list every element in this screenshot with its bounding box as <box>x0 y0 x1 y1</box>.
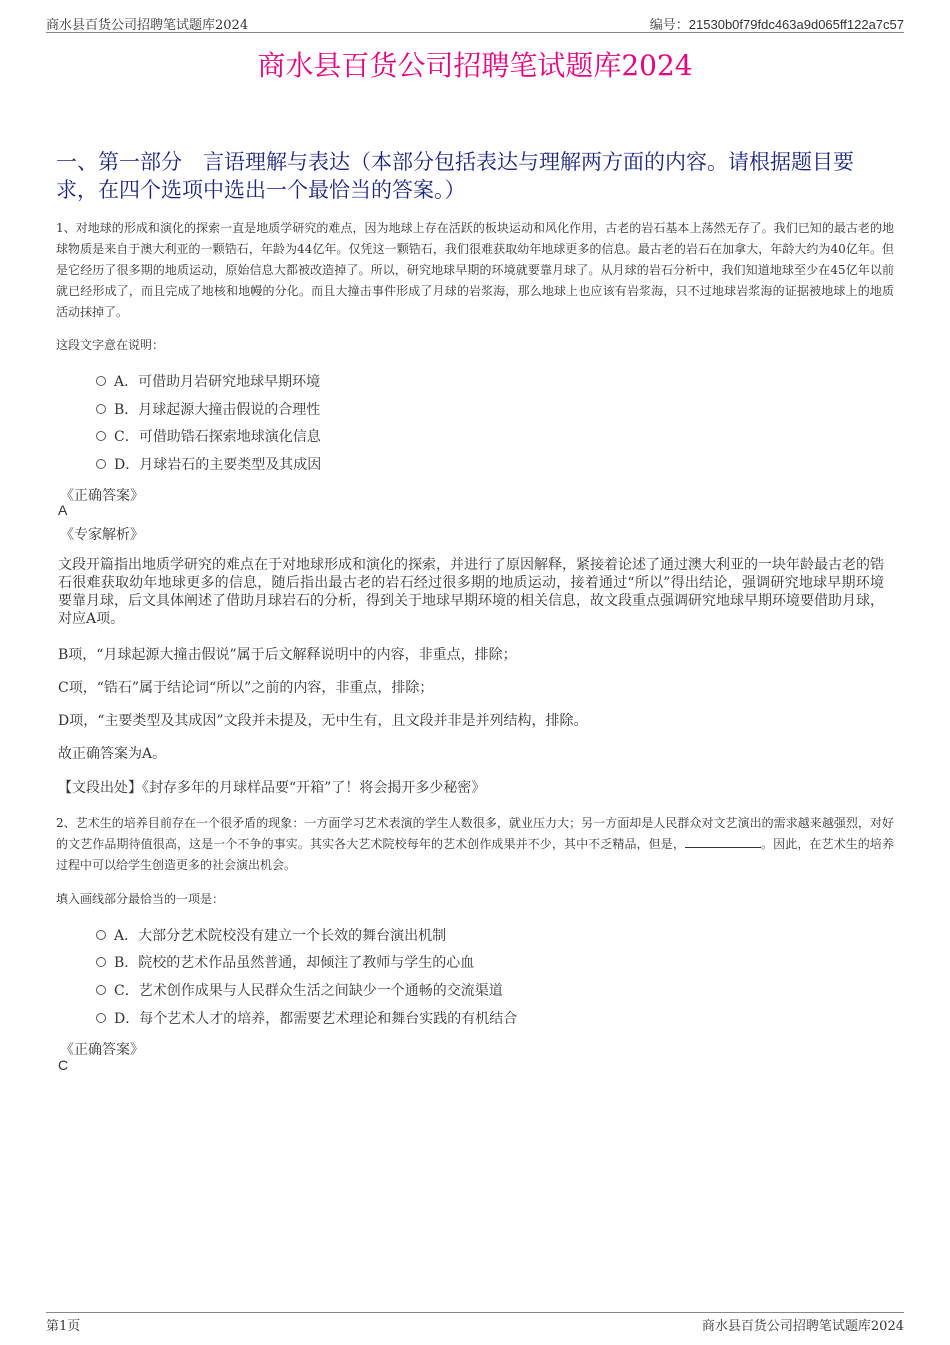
radio-icon[interactable] <box>96 431 106 441</box>
q1-analysis-d: D项，“主要类型及其成因”文段并未提及，无中生有，且文段并非是并列结构，排除。 <box>58 713 588 729</box>
q1-analysis-b: B项，“月球起源大撞击假说”属于后文解释说明中的内容，非重点，排除； <box>58 647 517 663</box>
q2-blank <box>685 835 761 848</box>
q1-prompt: 这段文字意在说明： <box>56 338 165 352</box>
q2-stem <box>56 813 894 876</box>
q1-option-d[interactable] <box>96 454 321 474</box>
q2-option-c-label: C．艺术创作成果与人民群众生活之间缺少一个通畅的交流渠道 <box>114 983 503 999</box>
q2-answer-label: 《正确答案》 <box>60 1042 144 1058</box>
section-heading: 一、第一部分 言语理解与表达（本部分包括表达与理解两方面的内容。请根据题目要求，在四个选项中选出一个最恰当的答案。） <box>56 150 854 202</box>
radio-icon[interactable] <box>96 1013 106 1023</box>
radio-icon[interactable] <box>96 459 106 469</box>
q1-option-b[interactable] <box>96 399 320 419</box>
q1-analysis-c: C项，“锆石”属于结论词“所以”之前的内容，非重点，排除； <box>58 680 434 696</box>
q1-option-a-label: A．可借助月岩研究地球早期环境 <box>114 374 321 390</box>
page-number: 第1页 <box>46 1319 81 1334</box>
q1-option-a[interactable] <box>96 371 320 391</box>
q2-option-d[interactable] <box>96 1008 517 1028</box>
q2-option-b-label: B．院校的艺术作品虽然普通，却倾注了教师与学生的心血 <box>114 955 475 971</box>
q1-analysis-conclusion: 故正确答案为A。 <box>58 746 167 762</box>
q2-option-d-label: D．每个艺术人才的培养，都需要艺术理论和舞台实践的有机结合 <box>114 1011 518 1027</box>
header-serial-label: 编号： <box>649 18 689 33</box>
q1-option-b-label: B．月球起源大撞击假说的合理性 <box>114 402 321 418</box>
q1-option-c[interactable] <box>96 426 321 446</box>
q1-stem: 1、对地球的形成和演化的探索一直是地质学研究的难点，因为地球上存在活跃的板块运动和风化作用，古老的岩石基本上荡然无存了。我们已知的最古老的地球物质是来自于澳大利亚的一颗锆石，年龄为44亿年。仅凭这一颗锆石，我们很难获取幼年地球更多的信息。最古老的岩石在加拿大，年龄大约为40亿年。但是它经历了很多期的地质运动，原始信息大都被改造掉了。所以，研究地球早期的环境就要靠月球了。从月球的岩石分析中，我们知道地球至少在45亿年以前就已经形成了，而且完成了地核和地幔的分化。而且大撞击事件形成了月球的岩浆海，那么地球上也应该有岩浆海，只不过地球岩浆海的证据被地球上的地质活动抹掉了。 <box>56 221 894 319</box>
radio-icon[interactable] <box>96 957 106 967</box>
q1-analysis-label: 《专家解析》 <box>60 527 144 543</box>
footer-doc-title: 商水县百货公司招聘笔试题库2024 <box>701 1319 904 1334</box>
q1-analysis-main: 文段开篇指出地质学研究的难点在于对地球形成和演化的探索，并进行了原因解释，紧接着论述了通过澳大利亚的一块年龄最古老的锆石很难获取幼年地球更多的信息，随后指出最古老的岩石经过很多期的地质运动，接着通过“所以”得出结论，强调研究地球早期环境要靠月球，后文具体阐述了借助月球岩石的分析，得到关于地球早期环境的相关信息，故文段重点强调研究地球早期环境要借助月球，对应A项。 <box>58 557 884 627</box>
q1-answer: A <box>58 502 68 518</box>
header-doc-title: 商水县百货公司招聘笔试题库2024 <box>46 18 249 33</box>
q2-option-a-label: A．大部分艺术院校没有建立一个长效的舞台演出机制 <box>114 928 447 944</box>
page-title: 商水县百货公司招聘笔试题库2024 <box>257 49 693 82</box>
q2-option-b[interactable] <box>96 952 474 972</box>
q2-answer: C <box>58 1057 69 1073</box>
q2-option-a[interactable] <box>96 925 446 945</box>
q2-option-c[interactable] <box>96 980 503 1000</box>
q2-prompt: 填入画线部分最恰当的一项是： <box>56 892 225 906</box>
q1-answer-label: 《正确答案》 <box>60 488 144 504</box>
page-footer <box>46 1312 904 1333</box>
radio-icon[interactable] <box>96 930 106 940</box>
header-serial <box>650 14 904 33</box>
radio-icon[interactable] <box>96 404 106 414</box>
radio-icon[interactable] <box>96 376 106 386</box>
q1-analysis-source: 【文段出处】《封存多年的月球样品要“开箱”了！将会揭开多少秘密》 <box>58 780 486 796</box>
page-header <box>46 14 904 33</box>
q1-option-d-label: D．月球岩石的主要类型及其成因 <box>114 457 322 473</box>
header-serial-code: 21530b0f79fdc463a9d065ff122a7c57 <box>688 17 904 32</box>
q2-stem-after: 。因此，在艺术生的培养过程中可以给学生创造更多的社会演出机会。 <box>56 837 894 872</box>
q2-stem-before: 2、艺术生的培养目前存在一个很矛盾的现象：一方面学习艺术表演的学生人数很多，就业压力大；另一方面却是人民群众对文艺演出的需求越来越强烈，对好的文艺作品期待值很高，这是一个不争的事实。其实各大艺术院校每年的艺术创作成果并不少，其中不乏精品，但是， <box>56 816 894 851</box>
radio-icon[interactable] <box>96 985 106 995</box>
q1-option-c-label: C．可借助锆石探索地球演化信息 <box>114 429 321 445</box>
